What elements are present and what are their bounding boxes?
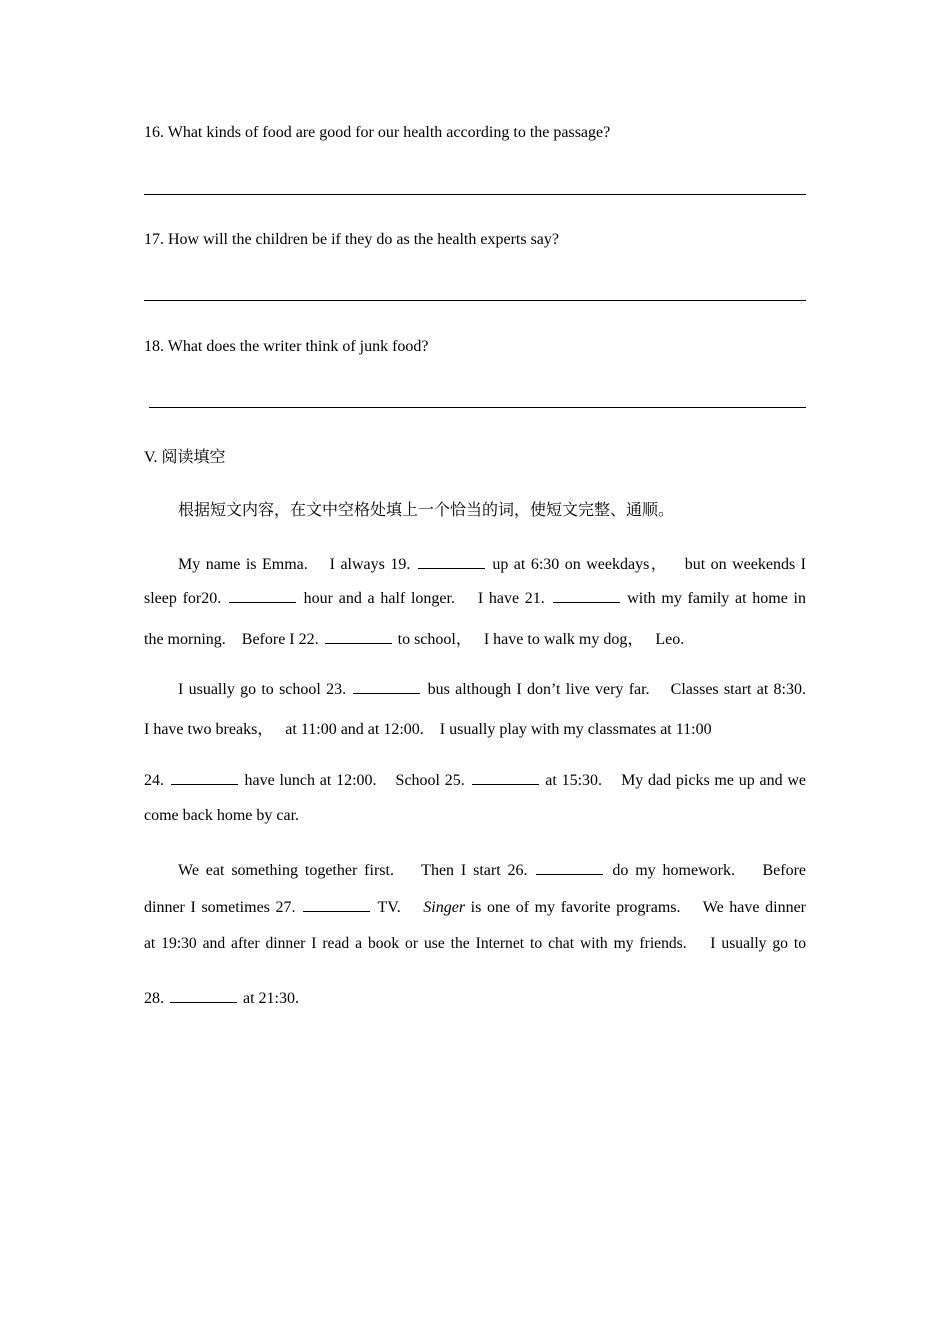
program-title: Singer xyxy=(423,899,466,916)
blank-23[interactable] xyxy=(353,679,420,694)
blank-28[interactable] xyxy=(170,988,237,1003)
question-18: 18. What does the writer think of junk food? xyxy=(144,338,429,355)
p2-line-4: come back home by car. xyxy=(144,807,300,824)
blank-25[interactable] xyxy=(472,770,539,785)
text-segment: sleep for20. xyxy=(144,590,227,607)
answer-line-18[interactable] xyxy=(149,407,806,408)
p3-line-2 xyxy=(144,897,806,917)
blank-20[interactable] xyxy=(229,588,296,603)
text-segment: 24. xyxy=(144,772,169,789)
p3-line-1 xyxy=(178,860,806,880)
text-segment: at 15:30. My dad picks me up and we xyxy=(540,772,807,789)
text-segment: with my family at home in xyxy=(621,590,806,607)
question-16: 16. What kinds of food are good for our health according to the passage? xyxy=(144,124,611,141)
text-segment: We eat something together first. Then I start 26. xyxy=(178,862,535,879)
text-segment: up at 6:30 on weekdays， but on weekends I xyxy=(486,556,806,573)
blank-26[interactable] xyxy=(536,860,603,875)
blank-22[interactable] xyxy=(325,629,392,644)
section-heading: V. 阅读填空 xyxy=(144,449,226,466)
p1-line-1 xyxy=(178,551,806,574)
p1-line-3 xyxy=(144,626,806,649)
section-instruction: 根据短文内容，在文中空格处填上一个恰当的词，使短文完整、通顺。 xyxy=(178,502,675,519)
text-segment: to school， I have to walk my dog， Leo. xyxy=(393,631,685,648)
p2-line-2: I have two breaks， at 11:00 and at 12:00. I usually play with my classmates at 11:00 xyxy=(144,721,712,738)
text-segment: TV. xyxy=(372,899,424,916)
text-segment: My name is Emma. I always 19. xyxy=(178,556,416,573)
p1-line-2 xyxy=(144,588,806,608)
text-segment: bus although I don’t live very far. Classes start at 8:30. xyxy=(422,681,806,698)
p2-line-1 xyxy=(178,679,806,699)
blank-27[interactable] xyxy=(303,897,370,912)
text-segment: dinner I sometimes 27. xyxy=(144,899,302,916)
blank-19[interactable] xyxy=(418,554,485,569)
p3-line-4 xyxy=(144,988,806,1008)
text-segment: do my homework. Before xyxy=(605,862,807,879)
answer-line-17[interactable] xyxy=(144,300,806,301)
text-segment: hour and a half longer. I have 21. xyxy=(297,590,551,607)
question-17: 17. How will the children be if they do as the health experts say? xyxy=(144,231,559,248)
text-segment: 28. xyxy=(144,990,168,1007)
text-segment: the morning. Before I 22. xyxy=(144,631,323,648)
text-segment: at 21:30. xyxy=(239,990,299,1007)
blank-24[interactable] xyxy=(171,770,238,785)
text-segment: I usually go to school 23. xyxy=(178,681,352,698)
text-segment: have lunch at 12:00. School 25. xyxy=(239,772,470,789)
p3-line-3: at 19:30 and after dinner I read a book or use the Internet to chat with my friends. I usually go to xyxy=(144,935,806,952)
answer-line-16[interactable] xyxy=(144,194,806,195)
blank-21[interactable] xyxy=(553,588,620,603)
text-segment: is one of my favorite programs. We have dinner xyxy=(465,899,807,916)
p2-line-3 xyxy=(144,770,806,790)
